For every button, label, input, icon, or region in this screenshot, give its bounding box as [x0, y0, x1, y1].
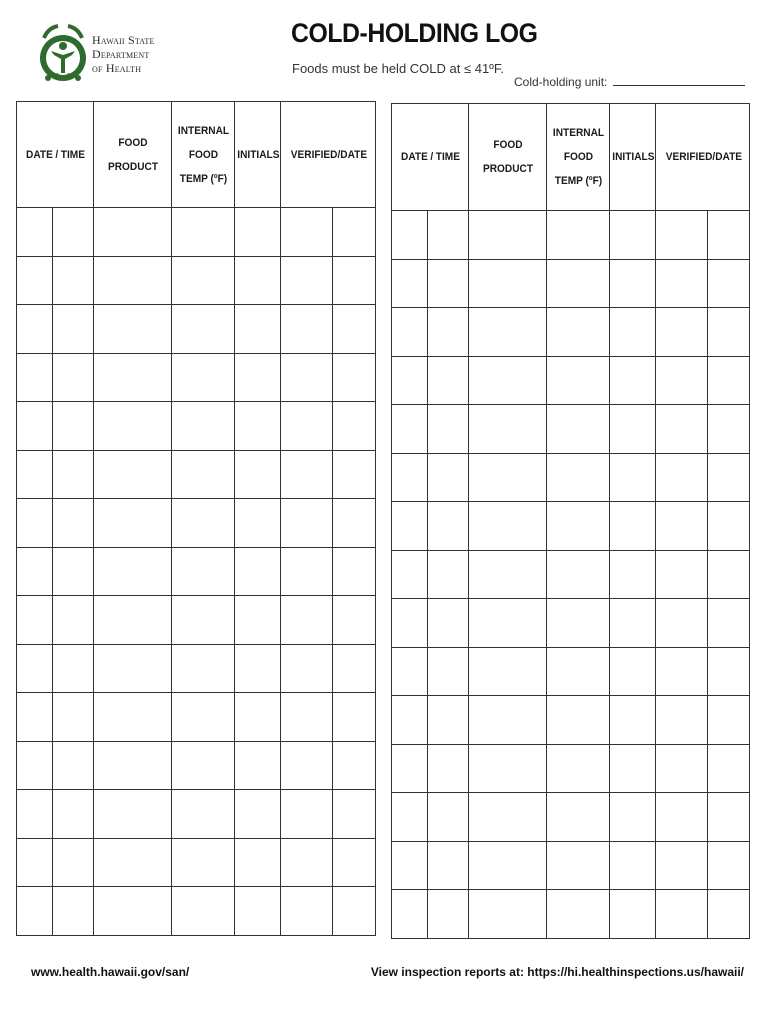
- verified-date-label: DATE: [714, 151, 742, 163]
- food-product-cell[interactable]: [94, 305, 172, 354]
- verified-date-cell[interactable]: [333, 838, 376, 887]
- time-cell[interactable]: [428, 647, 469, 696]
- food-product-cell[interactable]: [94, 741, 172, 790]
- time-cell[interactable]: [53, 547, 94, 596]
- table-row: [392, 308, 750, 357]
- date-cell[interactable]: [392, 841, 428, 890]
- time-cell[interactable]: [53, 450, 94, 499]
- verified-date-cell[interactable]: [708, 647, 750, 696]
- verified-cell[interactable]: [281, 256, 333, 305]
- initials-cell[interactable]: [610, 793, 656, 842]
- agency-name-line-3: of Health: [92, 61, 142, 75]
- initials-cell[interactable]: [235, 208, 281, 257]
- initials-cell[interactable]: [610, 841, 656, 890]
- time-cell[interactable]: [428, 405, 469, 454]
- cold-holding-unit-field: [514, 74, 745, 89]
- food-product-cell[interactable]: [469, 841, 547, 890]
- verified-cell[interactable]: [281, 402, 333, 451]
- verified-header: VERIFIED: [665, 151, 712, 163]
- initials-cell[interactable]: [235, 547, 281, 596]
- date-cell[interactable]: [17, 790, 53, 839]
- verified-date-cell[interactable]: [708, 308, 750, 357]
- verified-cell[interactable]: [281, 305, 333, 354]
- log-header-row: [17, 102, 376, 208]
- table-row: [392, 259, 750, 308]
- verified-cell[interactable]: [656, 308, 708, 357]
- verified-date-header: [284, 102, 371, 208]
- verified-date-cell[interactable]: [708, 405, 750, 454]
- food-product-cell[interactable]: [469, 356, 547, 405]
- temp-cell[interactable]: [547, 696, 610, 745]
- verified-cell[interactable]: [656, 841, 708, 890]
- food-product-header-line-2: PRODUCT: [107, 160, 158, 173]
- initials-cell[interactable]: [610, 356, 656, 405]
- temp-cell[interactable]: [172, 305, 235, 354]
- food-product-cell[interactable]: [94, 887, 172, 936]
- verified-cell[interactable]: [656, 259, 708, 308]
- food-product-cell[interactable]: [94, 838, 172, 887]
- time-cell[interactable]: [428, 550, 469, 599]
- verified-cell[interactable]: [281, 644, 333, 693]
- verified-date-cell[interactable]: [333, 644, 376, 693]
- date-cell[interactable]: [392, 453, 428, 502]
- verified-cell[interactable]: [656, 599, 708, 648]
- food-product-cell[interactable]: [469, 744, 547, 793]
- time-cell[interactable]: [53, 887, 94, 936]
- table-row: [17, 305, 376, 354]
- cold-holding-unit-blank[interactable]: [613, 74, 745, 86]
- log-body-left: [17, 208, 376, 936]
- log-table-left: [16, 101, 376, 936]
- initials-cell[interactable]: [610, 890, 656, 939]
- verified-date-cell[interactable]: [333, 790, 376, 839]
- food-product-cell[interactable]: [94, 256, 172, 305]
- food-product-cell[interactable]: [94, 499, 172, 548]
- temp-cell[interactable]: [547, 356, 610, 405]
- time-cell[interactable]: [53, 838, 94, 887]
- food-product-cell[interactable]: [94, 596, 172, 645]
- inspection-reports-link[interactable]: View inspection reports at: https://hi.healthinspections.us/hawaii/: [370, 965, 744, 979]
- initials-cell[interactable]: [610, 744, 656, 793]
- food-product-header-line-1: FOOD: [492, 139, 523, 151]
- date-header: DATE: [400, 151, 428, 163]
- date-cell[interactable]: [17, 887, 53, 936]
- verified-cell[interactable]: [281, 499, 333, 548]
- log-body-right: [392, 211, 750, 939]
- food-product-cell[interactable]: [94, 353, 172, 402]
- initials-cell[interactable]: [235, 256, 281, 305]
- date-cell[interactable]: [17, 208, 53, 257]
- temp-cell[interactable]: [547, 647, 610, 696]
- temp-cell[interactable]: [172, 838, 235, 887]
- table-row: [17, 402, 376, 451]
- verified-date-cell[interactable]: [333, 208, 376, 257]
- temp-cell[interactable]: [547, 308, 610, 357]
- time-cell[interactable]: [53, 741, 94, 790]
- table-row: [17, 741, 376, 790]
- verified-date-cell[interactable]: [708, 211, 750, 260]
- table-row: [17, 887, 376, 936]
- verified-cell[interactable]: [656, 890, 708, 939]
- verified-cell[interactable]: [656, 453, 708, 502]
- date-cell[interactable]: [17, 450, 53, 499]
- time-cell[interactable]: [428, 453, 469, 502]
- date-cell[interactable]: [392, 696, 428, 745]
- verified-date-cell[interactable]: [708, 696, 750, 745]
- temp-cell[interactable]: [547, 405, 610, 454]
- table-row: [17, 596, 376, 645]
- temp-cell[interactable]: [547, 211, 610, 260]
- temp-cell[interactable]: [172, 693, 235, 742]
- time-cell[interactable]: [428, 502, 469, 551]
- date-cell[interactable]: [17, 596, 53, 645]
- time-cell[interactable]: [53, 256, 94, 305]
- verified-date-cell[interactable]: [708, 744, 750, 793]
- food-product-header: [97, 102, 169, 208]
- time-cell[interactable]: [428, 356, 469, 405]
- date-time-header: [20, 102, 91, 208]
- verified-date-cell[interactable]: [708, 356, 750, 405]
- verified-date-label: DATE: [339, 148, 367, 161]
- temp-cell[interactable]: [172, 887, 235, 936]
- temp-cell[interactable]: [547, 453, 610, 502]
- verified-cell[interactable]: [656, 405, 708, 454]
- food-product-cell[interactable]: [469, 211, 547, 260]
- verified-cell[interactable]: [656, 647, 708, 696]
- date-header: DATE: [25, 148, 53, 161]
- temp-cell[interactable]: [172, 402, 235, 451]
- time-cell[interactable]: [53, 790, 94, 839]
- verified-date-cell[interactable]: [333, 402, 376, 451]
- verified-cell[interactable]: [656, 550, 708, 599]
- date-cell[interactable]: [17, 256, 53, 305]
- table-row: [17, 208, 376, 257]
- verified-date-cell[interactable]: [708, 890, 750, 939]
- time-cell[interactable]: [53, 596, 94, 645]
- temp-cell[interactable]: [172, 256, 235, 305]
- cold-holding-unit-label: Cold-holding unit:: [514, 75, 608, 89]
- date-cell[interactable]: [392, 599, 428, 648]
- table-row: [392, 841, 750, 890]
- temp-cell[interactable]: [172, 353, 235, 402]
- food-product-cell[interactable]: [94, 644, 172, 693]
- initials-cell[interactable]: [235, 402, 281, 451]
- initials-cell[interactable]: [235, 887, 281, 936]
- temp-cell[interactable]: [547, 599, 610, 648]
- time-cell[interactable]: [428, 599, 469, 648]
- page-title: COLD-HOLDING LOG: [291, 18, 538, 48]
- food-product-cell[interactable]: [469, 890, 547, 939]
- table-row: [17, 547, 376, 596]
- verified-date-cell[interactable]: [333, 256, 376, 305]
- verified-cell[interactable]: [281, 450, 333, 499]
- internal-temp-header: [549, 104, 607, 211]
- internal-temp-header: [174, 102, 232, 208]
- time-cell[interactable]: [428, 793, 469, 842]
- temp-cell[interactable]: [547, 502, 610, 551]
- hawaii-doh-seal-icon: [38, 18, 88, 96]
- food-product-cell[interactable]: [469, 259, 547, 308]
- food-product-header-line-2: PRODUCT: [482, 163, 533, 175]
- time-cell[interactable]: [428, 259, 469, 308]
- verified-cell[interactable]: [656, 744, 708, 793]
- verified-cell[interactable]: [281, 693, 333, 742]
- initials-cell[interactable]: [610, 599, 656, 648]
- temp-cell[interactable]: [547, 890, 610, 939]
- time-cell[interactable]: [53, 208, 94, 257]
- verified-cell[interactable]: [281, 353, 333, 402]
- initials-cell[interactable]: [235, 741, 281, 790]
- temp-cell[interactable]: [172, 450, 235, 499]
- food-product-cell[interactable]: [469, 405, 547, 454]
- verified-date-cell[interactable]: [333, 887, 376, 936]
- temp-cell[interactable]: [547, 259, 610, 308]
- internal-temp-header-line-1: INTERNAL: [552, 127, 604, 139]
- table-row: [392, 744, 750, 793]
- log-table-right: [391, 103, 750, 939]
- table-row: [392, 356, 750, 405]
- food-product-cell[interactable]: [469, 793, 547, 842]
- verified-cell[interactable]: [656, 696, 708, 745]
- temp-cell[interactable]: [172, 596, 235, 645]
- date-cell[interactable]: [392, 259, 428, 308]
- agency-name-line-2: Department: [92, 47, 150, 61]
- initials-cell[interactable]: [610, 308, 656, 357]
- website-link[interactable]: www.health.hawaii.gov/san/: [31, 965, 190, 979]
- verified-date-cell[interactable]: [333, 305, 376, 354]
- food-product-cell[interactable]: [94, 693, 172, 742]
- date-cell[interactable]: [392, 647, 428, 696]
- table-row: [392, 793, 750, 842]
- initials-header: INITIALS: [611, 104, 653, 211]
- verified-cell[interactable]: [656, 502, 708, 551]
- verified-date-cell[interactable]: [333, 596, 376, 645]
- verified-date-cell[interactable]: [333, 450, 376, 499]
- internal-temp-header-line-3: TEMP (ºF): [179, 172, 227, 185]
- time-header: TIME: [60, 148, 85, 161]
- table-row: [392, 599, 750, 648]
- date-time-header: [395, 104, 466, 211]
- food-product-cell[interactable]: [469, 308, 547, 357]
- time-cell[interactable]: [53, 305, 94, 354]
- internal-temp-header-line-1: INTERNAL: [177, 124, 229, 137]
- verified-date-cell[interactable]: [708, 793, 750, 842]
- initials-cell[interactable]: [235, 790, 281, 839]
- table-row: [17, 256, 376, 305]
- time-cell[interactable]: [53, 353, 94, 402]
- initials-cell[interactable]: [610, 259, 656, 308]
- table-row: [17, 499, 376, 548]
- time-cell[interactable]: [428, 744, 469, 793]
- initials-cell[interactable]: [610, 647, 656, 696]
- food-product-cell[interactable]: [469, 550, 547, 599]
- date-cell[interactable]: [392, 356, 428, 405]
- time-cell[interactable]: [53, 402, 94, 451]
- internal-temp-header-line-2: FOOD: [563, 151, 593, 163]
- initials-cell[interactable]: [235, 693, 281, 742]
- food-product-header: [472, 104, 544, 211]
- log-header-row: [392, 104, 750, 211]
- date-cell[interactable]: [392, 308, 428, 357]
- table-row: [392, 890, 750, 939]
- date-cell[interactable]: [17, 644, 53, 693]
- initials-header: INITIALS: [236, 102, 278, 208]
- food-product-cell[interactable]: [469, 696, 547, 745]
- time-cell[interactable]: [53, 499, 94, 548]
- initials-cell[interactable]: [235, 499, 281, 548]
- initials-cell[interactable]: [610, 405, 656, 454]
- initials-cell[interactable]: [610, 696, 656, 745]
- verified-date-cell[interactable]: [333, 353, 376, 402]
- date-cell[interactable]: [392, 550, 428, 599]
- time-header: TIME: [435, 151, 460, 163]
- agency-name-line-1: Hawaii State: [92, 33, 155, 47]
- table-row: [17, 644, 376, 693]
- date-cell[interactable]: [17, 693, 53, 742]
- table-row: [392, 453, 750, 502]
- table-row: [392, 647, 750, 696]
- verified-cell[interactable]: [281, 547, 333, 596]
- verified-header: VERIFIED: [290, 148, 337, 161]
- table-row: [17, 693, 376, 742]
- verified-date-cell[interactable]: [708, 502, 750, 551]
- food-product-cell[interactable]: [94, 547, 172, 596]
- date-cell[interactable]: [392, 744, 428, 793]
- temp-cell[interactable]: [172, 790, 235, 839]
- table-row: [17, 790, 376, 839]
- food-product-cell[interactable]: [469, 502, 547, 551]
- time-cell[interactable]: [428, 308, 469, 357]
- verified-date-cell[interactable]: [708, 259, 750, 308]
- food-product-header-line-1: FOOD: [117, 136, 148, 149]
- date-cell[interactable]: [17, 547, 53, 596]
- date-cell[interactable]: [392, 890, 428, 939]
- date-time-slash: /: [429, 151, 433, 163]
- holding-requirement: Foods must be held COLD at ≤ 41ºF.: [292, 61, 505, 76]
- temp-cell[interactable]: [547, 793, 610, 842]
- verified-cell[interactable]: [281, 790, 333, 839]
- initials-cell[interactable]: [235, 644, 281, 693]
- food-product-cell[interactable]: [469, 599, 547, 648]
- internal-temp-header-line-3: TEMP (ºF): [554, 175, 602, 187]
- verified-date-cell[interactable]: [333, 693, 376, 742]
- table-row: [392, 405, 750, 454]
- food-product-cell[interactable]: [94, 450, 172, 499]
- verified-cell[interactable]: [281, 208, 333, 257]
- date-cell[interactable]: [392, 211, 428, 260]
- initials-cell[interactable]: [610, 453, 656, 502]
- verified-cell[interactable]: [281, 596, 333, 645]
- verified-date-header: [659, 104, 745, 211]
- date-cell[interactable]: [17, 499, 53, 548]
- verified-date-cell[interactable]: [333, 547, 376, 596]
- initials-cell[interactable]: [235, 353, 281, 402]
- date-cell[interactable]: [392, 405, 428, 454]
- table-row: [392, 696, 750, 745]
- table-row: [392, 211, 750, 260]
- food-product-cell[interactable]: [94, 402, 172, 451]
- table-row: [17, 450, 376, 499]
- verified-cell[interactable]: [281, 838, 333, 887]
- table-row: [392, 550, 750, 599]
- verified-cell[interactable]: [281, 741, 333, 790]
- date-cell[interactable]: [17, 402, 53, 451]
- table-row: [392, 502, 750, 551]
- verified-date-cell[interactable]: [333, 741, 376, 790]
- temp-cell[interactable]: [547, 550, 610, 599]
- verified-date-cell[interactable]: [708, 841, 750, 890]
- date-cell[interactable]: [392, 502, 428, 551]
- temp-cell[interactable]: [172, 644, 235, 693]
- initials-cell[interactable]: [235, 838, 281, 887]
- time-cell[interactable]: [428, 211, 469, 260]
- food-product-cell[interactable]: [94, 790, 172, 839]
- agency-name: [92, 33, 155, 75]
- time-cell[interactable]: [53, 644, 94, 693]
- verified-cell[interactable]: [281, 887, 333, 936]
- time-cell[interactable]: [53, 693, 94, 742]
- date-cell[interactable]: [17, 741, 53, 790]
- time-cell[interactable]: [428, 696, 469, 745]
- internal-temp-header-line-2: FOOD: [188, 148, 218, 161]
- verified-cell[interactable]: [656, 356, 708, 405]
- time-cell[interactable]: [428, 841, 469, 890]
- table-row: [17, 353, 376, 402]
- table-row: [17, 838, 376, 887]
- date-time-slash: /: [54, 148, 58, 161]
- temp-cell[interactable]: [172, 208, 235, 257]
- verified-date-slash: /: [711, 151, 715, 163]
- date-cell[interactable]: [392, 793, 428, 842]
- initials-cell[interactable]: [610, 550, 656, 599]
- temp-cell[interactable]: [172, 741, 235, 790]
- food-product-cell[interactable]: [94, 208, 172, 257]
- verified-date-cell[interactable]: [333, 499, 376, 548]
- date-cell[interactable]: [17, 305, 53, 354]
- temp-cell[interactable]: [547, 841, 610, 890]
- initials-cell[interactable]: [610, 502, 656, 551]
- verified-date-cell[interactable]: [708, 453, 750, 502]
- initials-cell[interactable]: [610, 211, 656, 260]
- food-product-cell[interactable]: [469, 453, 547, 502]
- food-product-cell[interactable]: [469, 647, 547, 696]
- time-cell[interactable]: [428, 890, 469, 939]
- verified-date-cell[interactable]: [708, 599, 750, 648]
- verified-cell[interactable]: [656, 793, 708, 842]
- initials-cell[interactable]: [235, 450, 281, 499]
- temp-cell[interactable]: [547, 744, 610, 793]
- date-cell[interactable]: [17, 353, 53, 402]
- temp-cell[interactable]: [172, 499, 235, 548]
- temp-cell[interactable]: [172, 547, 235, 596]
- date-cell[interactable]: [17, 838, 53, 887]
- verified-cell[interactable]: [656, 211, 708, 260]
- verified-date-slash: /: [336, 148, 340, 161]
- initials-cell[interactable]: [235, 305, 281, 354]
- verified-date-cell[interactable]: [708, 550, 750, 599]
- initials-cell[interactable]: [235, 596, 281, 645]
